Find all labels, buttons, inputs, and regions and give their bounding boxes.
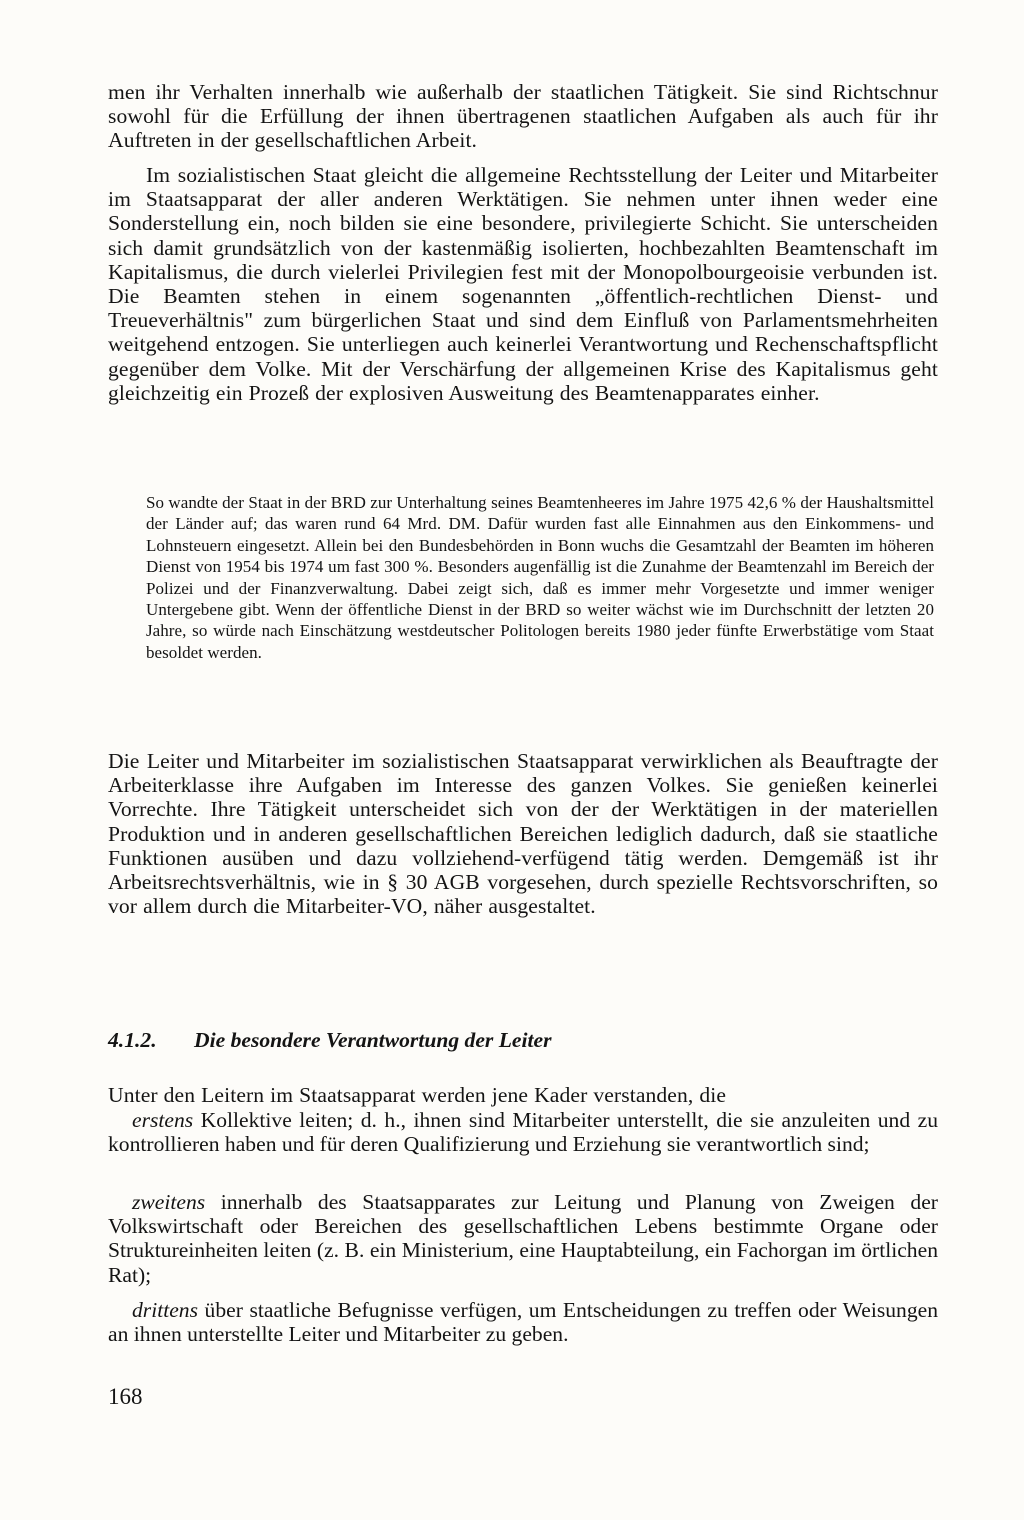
section-title: Die besondere Verantwortung der Leiter (194, 1028, 552, 1052)
paragraph-intro-enumeration: Unter den Leitern im Staatsapparat werden jene Kader verstanden, die (108, 1083, 727, 1107)
enumeration-marker: zweitens (132, 1190, 206, 1214)
enumeration-item-2 (108, 1190, 938, 1287)
enumeration-text: Kollektive leiten; d. h., ihnen sind Mitarbeiter unterstellt, die sie anzuleiten und zu kontrollieren haben und für deren Qualifizierung und Erziehung sie verantwortlich sind; (108, 1108, 938, 1157)
enumeration-marker: drittens (132, 1298, 198, 1322)
page-number: 168 (108, 1384, 143, 1409)
enumeration-text: innerhalb des Staatsapparates zur Leitung und Planung von Zweigen der Volkswirtschaft oder Bereichen des gesellschaftlichen Lebens bestimmte Organe oder Struktureinheiten leiten (z. B. ein Ministerium, eine Hauptabteilung, ein Fachorgan im örtlichen Rat); (108, 1190, 938, 1287)
paragraph-rechtsstellung: Im sozialistischen Staat gleicht die allgemeine Rechtsstellung der Leiter und Mitarbeiter im Staatsapparat der aller anderen Werktätigen. Sie nehmen unter ihnen weder eine Sonderstellung ein, noch bilden sie eine besondere, privilegierte Schicht. Sie unterscheiden sich damit grundsätzlich von der kastenmäßig isolierten, hochbezahlten Beamtenschaft im Kapitalismus, die durch vielerlei Privilegien fest mit der Monopolbourgeoisie verbunden ist. Die Beamten stehen in einem sogenannten „öffentlich-rechtlichen Dienst- und Treueverhältnis" zum bürgerlichen Staat und sind dem Einfluß von Parlamentsmehrheiten weitgehend entzogen. Sie unterliegen auch keinerlei Verantwortung und Rechenschaftspflicht gegenüber dem Volke. Mit der Verschärfung der allgemeinen Krise des Kapitalismus geht gleichzeitig ein Prozeß der explosiven Ausweitung des Beamtenapparates einher. (108, 163, 938, 405)
enumeration-item-1 (108, 1108, 938, 1156)
small-print-excursus: So wandte der Staat in der BRD zur Unterhaltung seines Beamtenheeres im Jahre 1975 42,6 % der Haushaltsmittel der Länder auf; das waren rund 64 Mrd. DM. Dafür wurden fast alle Einnahmen aus den Einkommens- und Lohnsteuern eingesetzt. Allein bei den Bundesbehörden in Bonn wuchs die Gesamtzahl der Beamten im höheren Dienst von 1954 bis 1974 um fast 300 %. Besonders augenfällig ist die Zunahme der Beamtenzahl im Bereich der Polizei und der Finanzverwaltung. Dabei zeigt sich, daß es immer mehr Vorgesetzte und immer weniger Untergebene gibt. Wenn der öffentliche Dienst in der BRD so weiter wächst wie im Durchschnitt der letzten 20 Jahre, so würde nach Einschätzung westdeutscher Politologen bereits 1980 jeder fünfte Erwerbstätige vom Staat besoldet werden. (146, 493, 934, 662)
enumeration-marker: erstens (132, 1108, 194, 1132)
enumeration-text: über staatliche Befugnisse verfügen, um Entscheidungen zu treffen oder Weisungen an ihnen unterstellte Leiter und Mitarbeiter zu geben. (108, 1298, 938, 1347)
paragraph-continuation: men ihr Verhalten innerhalb wie außerhalb der staatlichen Tätigkeit. Sie sind Richtschnur sowohl für die Erfüllung der ihnen übertragenen staatlichen Aufgaben als auch für ihr Auftreten in der gesellschaftlichen Arbeit. (108, 80, 938, 153)
paragraph-leiter-mitarbeiter: Die Leiter und Mitarbeiter im sozialistischen Staatsapparat verwirklichen als Beauftragte der Arbeiterklasse ihre Aufgaben im Interesse des ganzen Volkes. Sie genießen keinerlei Vorrechte. Ihre Tätigkeit unterscheidet sich von der der Werktätigen in der materiellen Produktion und in anderen gesellschaftlichen Bereichen lediglich dadurch, daß sie staatliche Funktionen ausüben und dazu vollziehend-verfügend tätig werden. Demgemäß ist ihr Arbeitsrechtsverhältnis, wie in § 30 AGB vorgesehen, durch spezielle Rechtsvorschriften, so vor allem durch die Mitarbeiter-VO, näher ausgestaltet. (108, 749, 938, 919)
section-heading (108, 1028, 552, 1053)
enumeration-item-3 (108, 1298, 938, 1346)
section-number: 4.1.2. (108, 1028, 157, 1052)
